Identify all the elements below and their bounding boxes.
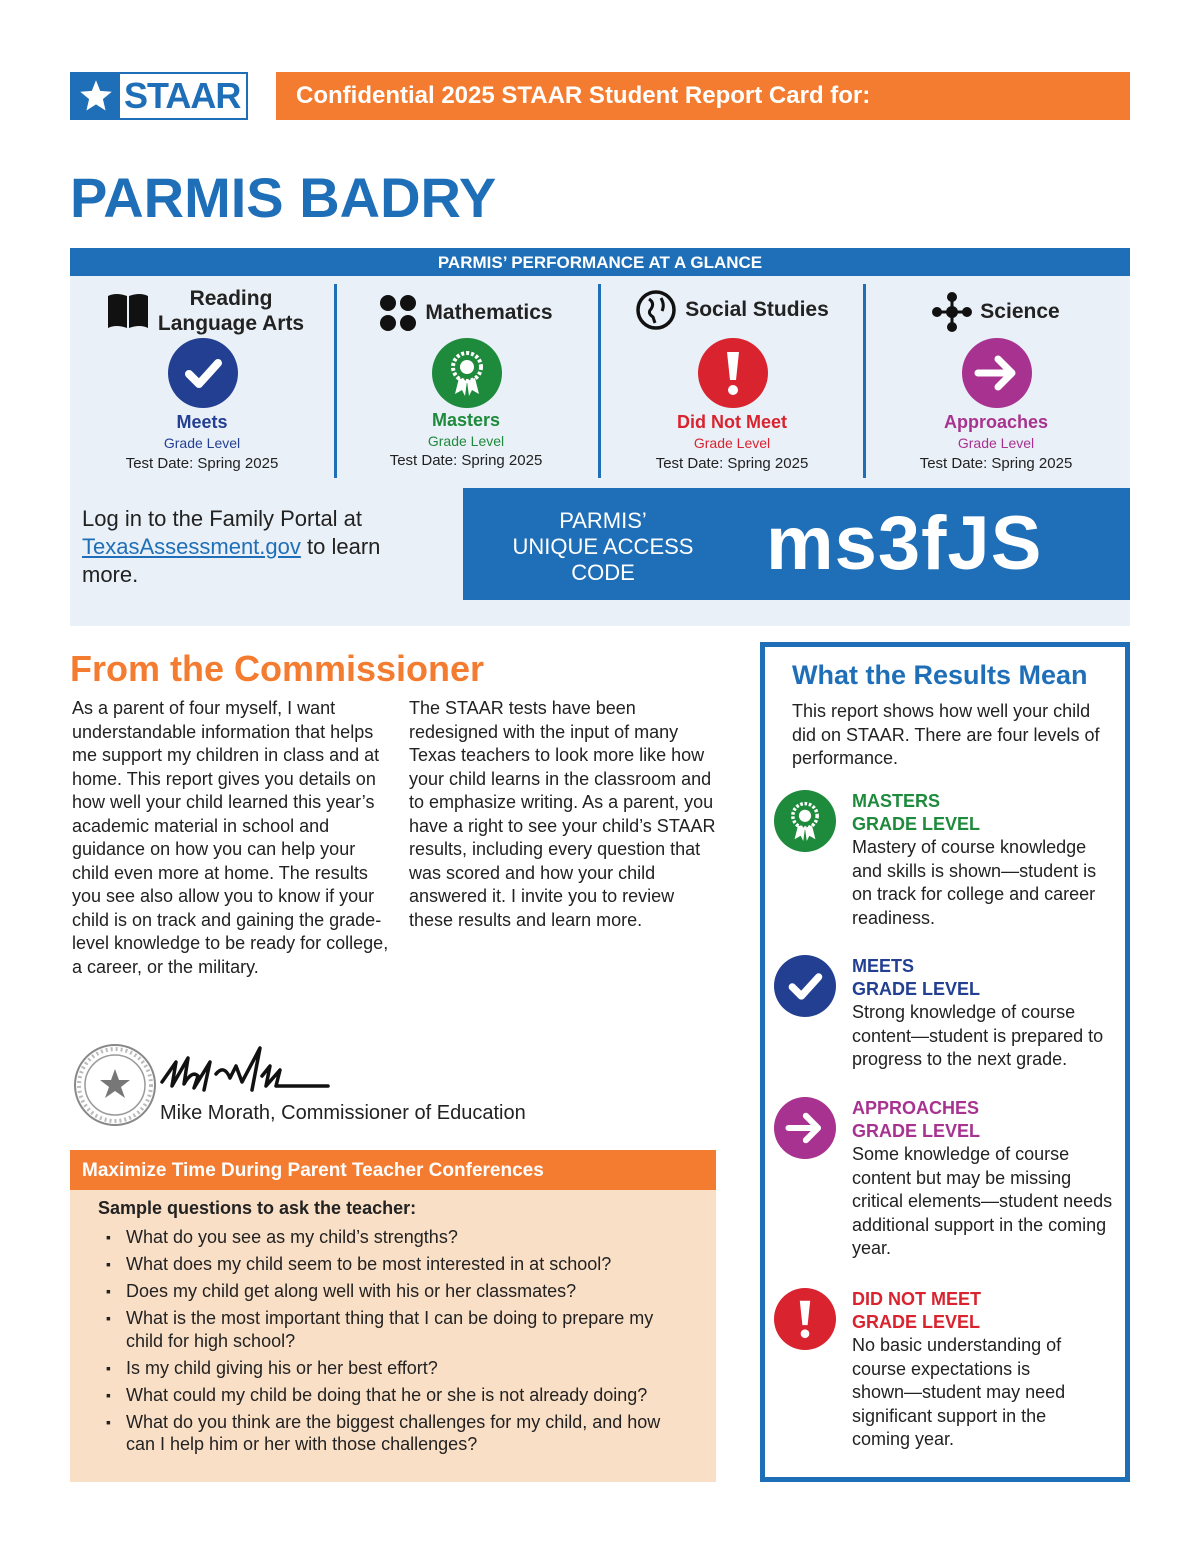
subject-title: Science [980, 300, 1060, 323]
performance-level: Did Not Meet [677, 412, 787, 432]
performance-level: Masters [431, 410, 501, 430]
exclamation-icon [718, 348, 748, 398]
legend-approaches: APPROACHES GRADE LEVEL Some knowledge of course content but may be missing critical elements—student needs additional support in the coming year. [774, 1097, 1114, 1262]
list-item: ▪ What do you think are the biggest challenges for my child, and how can I help him or her with those challenges? [104, 1411, 694, 1456]
approaches-badge [962, 338, 1032, 408]
list-item: ▪ What do you see as my child’s strengths? [104, 1226, 694, 1249]
arrow-right-icon [785, 1110, 825, 1146]
subject-reading [70, 282, 334, 478]
arrow-right-icon [974, 353, 1020, 393]
masters-badge [774, 790, 836, 852]
signature-icon [158, 1040, 338, 1100]
family-portal-text: Log in to the Family Portal at TexasAssessment.gov to learn more. [82, 506, 381, 587]
student-name: PARMIS BADRY [70, 166, 497, 229]
staar-logo [70, 72, 248, 120]
access-code-value: ms3fJS [766, 501, 1043, 586]
ribbon-icon [444, 348, 490, 398]
masters-badge [432, 338, 502, 408]
commissioner-title: From the Commissioner [70, 648, 485, 689]
level-description: Strong knowledge of course content—student is prepared to progress to the next grade. [852, 1002, 1104, 1069]
subject-title-line1: Reading [189, 287, 273, 310]
test-date: Test Date: Spring 2025 [655, 455, 809, 472]
grade-level-label: Grade Level [957, 435, 1035, 451]
did-not-meet-badge [774, 1288, 836, 1350]
subject-social-studies [600, 282, 864, 478]
conference-subheading: Sample questions to ask the teacher: [98, 1198, 417, 1218]
performance-level: Meets [176, 412, 228, 432]
level-description: Some knowledge of course content but may be missing critical elements—student needs additional support in the coming year. [852, 1144, 1113, 1258]
test-date: Test Date: Spring 2025 [125, 455, 279, 472]
level-description: Mastery of course knowledge and skills is shown—student is on track for college and career readiness. [852, 837, 1097, 928]
commissioner-paragraph-2: The STAAR tests have been redesigned with the input of many Texas teachers to look more like how your child learns in the classroom and to emphasize writing. As a parent, you have a right to see your child’s STAAR results, including every question that was scored and how your child answered it. I invite you to review these results and learn more. [409, 698, 716, 930]
book-icon [106, 292, 150, 330]
commissioner-name: Mike Morath, Commissioner of Education [160, 1102, 526, 1124]
conference-heading: Maximize Time During Parent Teacher Conferences [70, 1150, 716, 1190]
subject-title: Mathematics [425, 301, 553, 324]
exclamation-icon [792, 1297, 818, 1341]
list-item: ▪ What does my child seem to be most interested in at school? [104, 1253, 694, 1276]
question-list [104, 1226, 694, 1460]
test-date: Test Date: Spring 2025 [919, 455, 1073, 472]
performance-level: Approaches [943, 412, 1049, 432]
subject-science [864, 282, 1128, 478]
legend-did-not-meet: DID NOT MEET GRADE LEVEL No basic understanding of course expectations is shown—student may need significant support in the coming year. [774, 1288, 1114, 1453]
list-item: ▪ Is my child giving his or her best effort? [104, 1357, 694, 1380]
results-intro: This report shows how well your child did on STAAR. There are four levels of performance. [792, 701, 1100, 768]
legend-masters: MASTERS GRADE LEVEL Mastery of course knowledge and skills is shown—student is on track for college and career readiness. [774, 790, 1114, 930]
commissioner-paragraph-1: As a parent of four myself, I want understandable information that helps me support my children in class and at home. This report gives you details on how well your child learned this year’s academic material in school and guidance on how you can help your child even more at home. The results you see also allow you to know if your child is on track and gaining the grade-level knowledge to be ready for college, a career, or the military. [72, 698, 389, 977]
performance-heading: PARMIS’ PERFORMANCE AT A GLANCE [70, 248, 1130, 276]
education-seal-icon [72, 1042, 158, 1128]
checkmark-icon [785, 966, 825, 1006]
test-date: Test Date: Spring 2025 [389, 452, 543, 469]
ribbon-icon [785, 799, 825, 843]
subject-mathematics [334, 282, 598, 478]
results-title: What the Results Mean [792, 660, 1088, 690]
grade-level-label: Grade Level [163, 435, 241, 451]
list-item: ▪ Does my child get along well with his or her classmates? [104, 1280, 694, 1303]
approaches-badge [774, 1097, 836, 1159]
atom-icon [932, 292, 972, 332]
star-icon [72, 74, 120, 118]
globe-icon [635, 289, 677, 331]
report-banner: Confidential 2025 STAAR Student Report Card for: [276, 72, 1130, 120]
logo-text: STAAR [124, 75, 241, 116]
math-icon [379, 294, 417, 332]
did-not-meet-badge [698, 338, 768, 408]
checkmark-icon [181, 351, 225, 395]
meets-badge [774, 955, 836, 1017]
access-code-label: PARMIS’ UNIQUE ACCESS CODE [512, 508, 694, 585]
meets-badge [168, 338, 238, 408]
list-item: ▪ What is the most important thing that I can be doing to prepare my child for high school? [104, 1307, 694, 1352]
grade-level-label: Grade Level [693, 435, 771, 451]
list-item: ▪ What could my child be doing that he or she is not already doing? [104, 1384, 694, 1407]
texas-assessment-link[interactable]: TexasAssessment.gov [82, 534, 301, 559]
subject-title-line2: Language Arts [157, 312, 305, 335]
legend-meets: MEETS GRADE LEVEL Strong knowledge of course content—student is prepared to progress to the next grade. [774, 955, 1114, 1075]
grade-level-label: Grade Level [427, 433, 505, 449]
level-description: No basic understanding of course expectations is shown—student may need significant support in the coming year. [852, 1335, 1066, 1449]
subject-title: Social Studies [685, 298, 829, 321]
